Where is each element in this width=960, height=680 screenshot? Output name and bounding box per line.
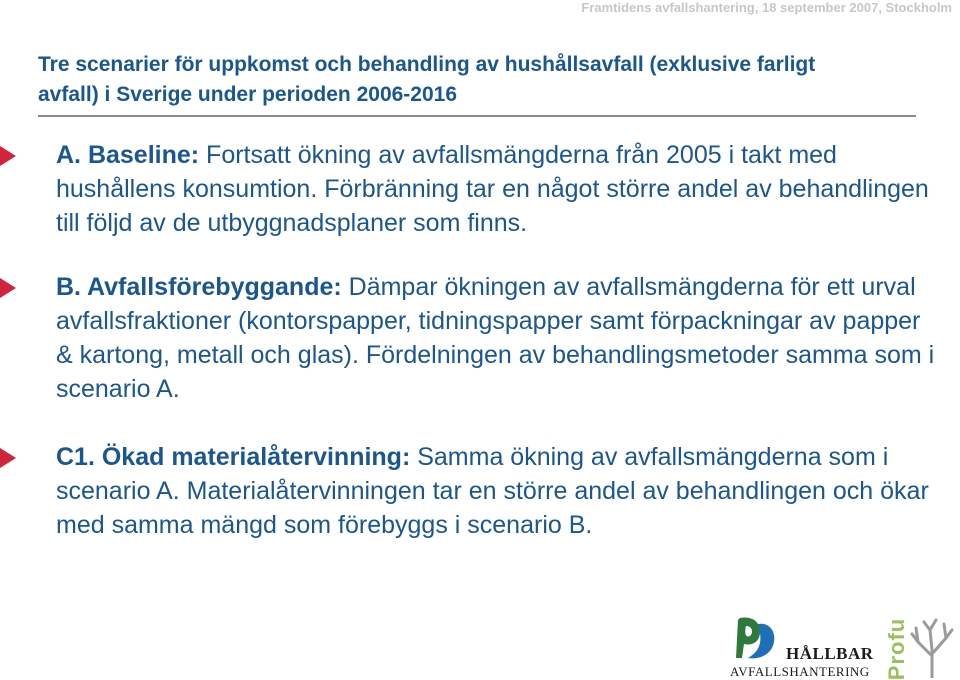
- bullet-arrow-icon: [0, 146, 16, 166]
- bullet-text: [56, 440, 936, 542]
- hallbar-avfallshantering-logo: [726, 614, 876, 680]
- hallbar-text: HÅLLBAR: [786, 644, 874, 663]
- bullet-body: Dämpar ökningen av avfallsmängderna för ett urval avfallsfraktioner (kontorspapper, tidningspapper samt förpackningar av papper & kartong, metall och glas). Fördelningen av behandlingsmetoder samma som i scenario A.: [56, 273, 935, 403]
- conference-header: Framtidens avfallshantering, 18 september 2007, Stockholm: [581, 0, 952, 15]
- bullet-arrow-icon: [0, 278, 16, 298]
- bullet-body: Fortsatt ökning av avfallsmängderna från 2005 i takt med hushållens konsumtion. Förbränning tar en något större andel av behandlingen till följd av de utbyggnadsplaner som finns.: [56, 141, 929, 237]
- hallbar-mark-icon: [734, 614, 778, 662]
- bullet-body: Samma ökning av avfallsmängderna som i scenario A. Materialåtervinningen tar en större andel av behandlingen och ökar med samma mängd som förebyggs i scenario B.: [56, 443, 929, 539]
- title-line-1: Tre scenarier för uppkomst och behandling av hushållsavfall (exklusive farligt: [38, 53, 816, 76]
- slide-title: [38, 50, 938, 110]
- profu-logo: [876, 616, 960, 680]
- bullet-lead: B. Avfallsförebyggande:: [56, 273, 342, 301]
- title-divider: [38, 115, 916, 117]
- bullet-text: [56, 270, 936, 406]
- profu-text: Profu: [884, 617, 910, 680]
- bullet-lead: C1. Ökad materialåtervinning:: [56, 443, 411, 471]
- bullet-arrow-icon: [0, 448, 16, 468]
- bullet-text: [56, 138, 936, 240]
- title-line-2: avfall) i Sverige under perioden 2006-2016: [38, 83, 458, 106]
- tree-icon: [906, 616, 958, 678]
- bullet-lead: A. Baseline:: [56, 141, 200, 169]
- avfallshantering-text: AVFALLSHANTERING: [730, 664, 870, 679]
